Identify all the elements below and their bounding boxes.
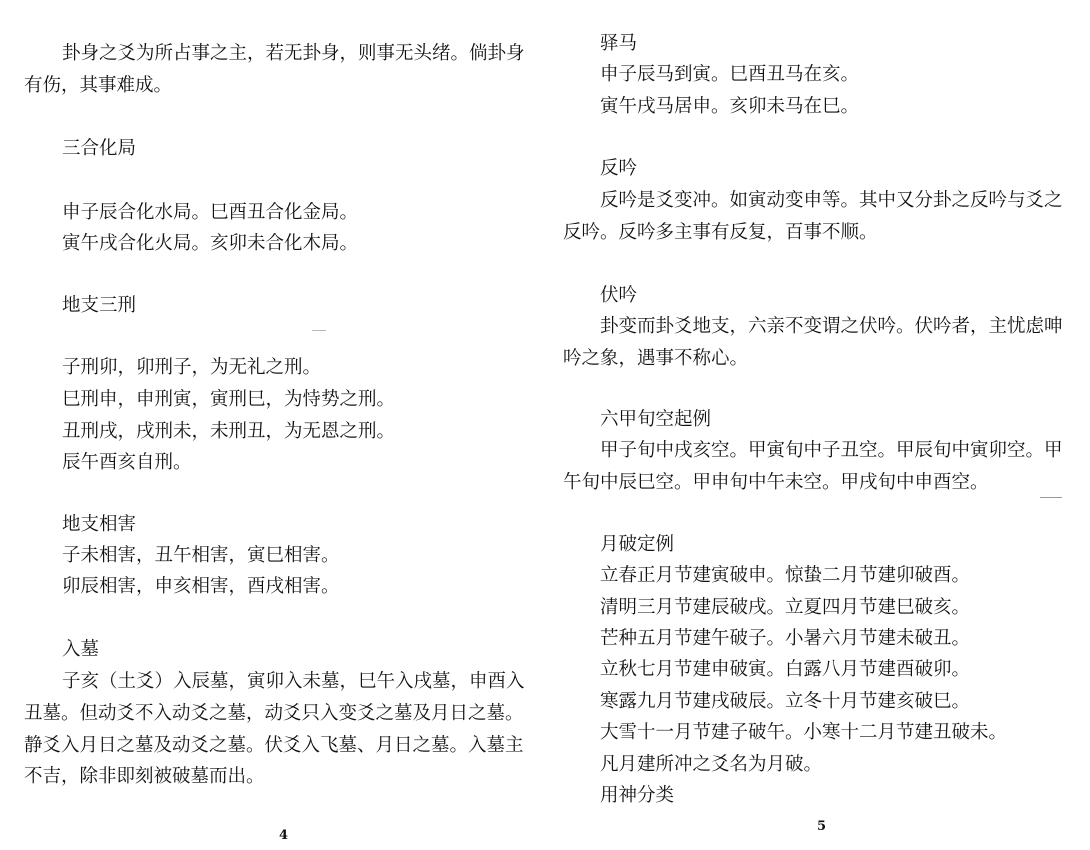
left-line-16: 丑墓。但动爻不入动爻之墓，动爻只入变爻之墓及月日之墓。	[24, 703, 524, 724]
left-line-8: 巳刑申，申刑寅，寅刑巳，为恃势之刑。	[62, 389, 396, 410]
left-line-2: 有伤，其事难成。	[24, 75, 173, 96]
left-line-10: 辰午酉亥自刑。	[62, 452, 192, 473]
right-line-19: 大雪十一月节建子破午。小寒十二月节建丑破未。	[600, 722, 1008, 743]
right-line-11: 甲子旬中戌亥空。甲寅旬中子丑空。甲辰旬中寅卯空。甲	[600, 440, 1063, 461]
section-heading-xianghai: 地支相害	[62, 514, 137, 535]
section-heading-yima: 驿马	[600, 33, 638, 54]
left-line-15: 子亥（土爻）入辰墓，寅卯入未墓，巳午入戌墓，申酉入	[62, 671, 525, 692]
right-line-16: 芒种五月节建午破子。小暑六月节建未破丑。	[600, 628, 971, 649]
right-line-18: 寒露九月节建戌破辰。立冬十月节建亥破巳。	[600, 691, 971, 712]
left-line-18: 不吉，除非即刻被破墓而出。	[24, 766, 265, 787]
left-line-17: 静爻入月日之墓及动爻之墓。伏爻入飞墓、月日之墓。入墓主	[24, 735, 524, 756]
left-line-5: 寅午戌合化火局。亥卯未合化木局。	[62, 233, 359, 254]
page-number-right: 5	[817, 819, 827, 834]
right-line-12: 午旬中辰巳空。甲申旬中午未空。甲戌旬中申酉空。	[563, 472, 989, 493]
right-line-2: 申子辰马到寅。巳酉丑马在亥。	[600, 64, 860, 85]
right-line-9: 吟之象，遇事不称心。	[563, 348, 749, 369]
right-line-17: 立秋七月节建申破寅。白露八月节建酉破卯。	[600, 659, 971, 680]
section-heading-sanhe: 三合化局	[62, 138, 137, 159]
section-heading-fanyin: 反吟	[600, 158, 638, 179]
left-line-12: 子未相害，丑午相害，寅巳相害。	[62, 545, 340, 566]
section-heading-sanxing: 地支三刑	[62, 295, 137, 316]
section-heading-yuepo: 月破定例	[600, 534, 675, 555]
right-line-14: 立春正月节建寅破申。惊蛰二月节建卯破酉。	[600, 565, 971, 586]
page-number-left: 4	[279, 828, 289, 843]
left-line-1: 卦身之爻为所占事之主，若无卦身，则事无头绪。倘卦身	[62, 43, 525, 64]
scan-speck	[1040, 497, 1062, 498]
scan-speck	[312, 330, 326, 331]
section-heading-yongshen: 用神分类	[600, 785, 675, 806]
left-line-4: 申子辰合化水局。巳酉丑合化金局。	[62, 202, 359, 223]
right-line-3: 寅午戌马居申。亥卯未马在巳。	[600, 96, 860, 117]
right-line-20: 凡月建所冲之爻名为月破。	[600, 754, 823, 775]
right-line-5: 反吟是爻变冲。如寅动变申等。其中又分卦之反吟与爻之	[600, 190, 1063, 211]
right-line-15: 清明三月节建辰破戌。立夏四月节建巳破亥。	[600, 597, 971, 618]
left-line-7: 子刑卯，卯刑子，为无礼之刑。	[62, 357, 322, 378]
right-line-6: 反吟。反吟多主事有反复，百事不顺。	[563, 222, 878, 243]
right-line-8: 卦变而卦爻地支，六亲不变谓之伏吟。伏吟者，主忧虑呻	[600, 316, 1063, 337]
left-line-13: 卯辰相害，申亥相害，酉戌相害。	[62, 576, 340, 597]
section-heading-xunkong: 六甲旬空起例	[600, 409, 712, 430]
left-line-9: 丑刑戌，戌刑未，未刑丑，为无恩之刑。	[62, 421, 396, 442]
section-heading-fuyin: 伏吟	[600, 285, 638, 306]
section-heading-rumu: 入墓	[62, 639, 100, 660]
